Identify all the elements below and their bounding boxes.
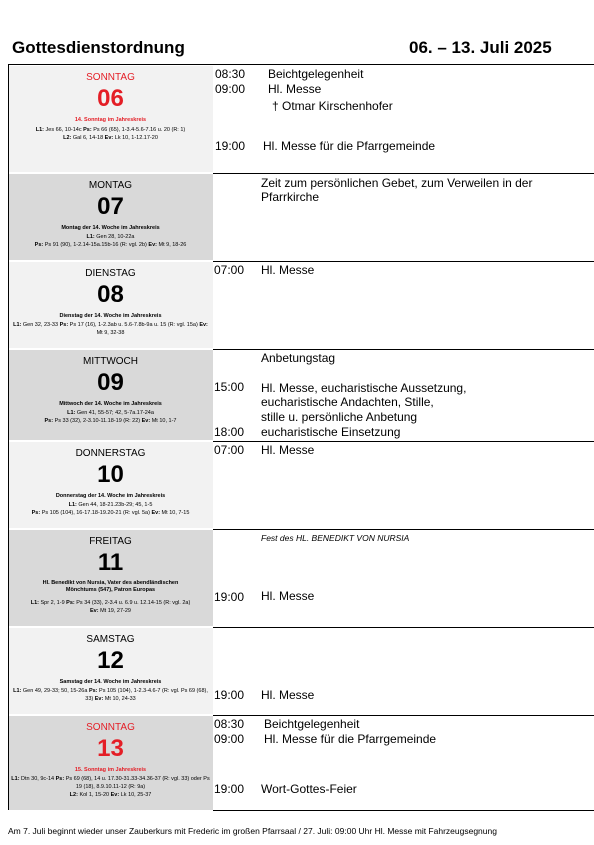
event-text: Hl. Messe für die Pfarrgemeinde xyxy=(263,139,436,153)
weekday-label: MITTWOCH xyxy=(83,356,138,367)
event-text: Anbetungstag xyxy=(261,351,336,365)
row-divider xyxy=(213,261,594,262)
weekday-label: SAMSTAG xyxy=(86,634,135,645)
event-time: 19:00 xyxy=(214,590,245,604)
row-divider xyxy=(213,173,594,174)
weekday-label: MONTAG xyxy=(88,180,133,191)
readings xyxy=(10,126,211,142)
liturgical-day: Montag der 14. Woche im Jahreskreis xyxy=(61,225,160,231)
header-divider xyxy=(8,64,594,65)
left-border xyxy=(8,64,9,810)
row-divider xyxy=(213,627,594,628)
readings xyxy=(10,775,211,799)
liturgical-day: Hl. Benedikt von Nursia, Vater des abendländischen Mönchtums (547), Patron Europas xyxy=(42,580,179,593)
day-block-sat12 xyxy=(8,628,213,714)
event-text: eucharistische Andachten, Stille, xyxy=(261,395,434,409)
day-block-tue08 xyxy=(8,262,213,348)
event-text: Hl. Messe, eucharistische Aussetzung, xyxy=(261,381,467,395)
row-divider xyxy=(213,349,594,350)
event-time: 09:00 xyxy=(215,82,246,96)
readings xyxy=(10,233,211,249)
reading-line: L1: Spr 2, 1-9 Ps: Ps 34 (33), 2-3.4 u. 6.9 u. 12.14-15 (R: vgl. 2a) xyxy=(30,600,191,606)
event-text: Hl. Messe für die Pfarrgemeinde xyxy=(264,732,437,746)
date-range: 06. – 13. Juli 2025 xyxy=(409,38,552,57)
liturgical-day: Donnerstag der 14. Woche im Jahreskreis xyxy=(55,493,166,499)
reading-line: Ps: Ps 105 (104), 16-17.18-19.20-21 (R: vgl. 5a) Ev: Mt 10, 7-15 xyxy=(31,510,190,516)
reading-line: Ps: Ps 91 (90), 1-2.14-15a.15b-16 (R: vgl. 2b) Ev: Mt 9, 18-26 xyxy=(34,242,187,248)
day-number: 10 xyxy=(97,461,124,488)
event-text: Hl. Messe xyxy=(268,82,322,96)
day-block-sun06 xyxy=(8,66,213,172)
event-time: 18:00 xyxy=(214,425,245,439)
day-number: 12 xyxy=(97,647,124,674)
day-number: 06 xyxy=(97,85,124,112)
feast-note: Fest des HL. BENEDIKT VON NURSIA xyxy=(261,533,410,543)
reading-line: L1: Gen 44, 18-21.23b-29; 45, 1-5 xyxy=(68,502,153,508)
readings xyxy=(10,321,211,337)
day-number: 13 xyxy=(97,735,124,762)
weekday-label: FREITAG xyxy=(89,536,132,547)
liturgical-day: 15. Sonntag im Jahreskreis xyxy=(74,767,147,773)
liturgical-day: Samstag der 14. Woche im Jahreskreis xyxy=(59,679,162,685)
day-block-sun13 xyxy=(8,716,213,810)
event-time: 09:00 xyxy=(214,732,245,746)
reading-line: L2: Gal 6, 14-18 Ev: Lk 10, 1-12.17-20 xyxy=(63,135,158,141)
readings xyxy=(10,599,211,615)
event-text: Beichtgelegenheit xyxy=(268,67,364,81)
reading-line: Ev: Mt 19, 27-29 xyxy=(90,608,131,614)
event-text: Hl. Messe xyxy=(261,443,315,457)
event-text: Wort-Gottes-Feier xyxy=(261,782,357,796)
event-time: 07:00 xyxy=(214,443,245,457)
event-time: 08:30 xyxy=(215,67,246,81)
reading-line: L1: Gen 28, 10-22a xyxy=(86,234,135,240)
day-block-thu10 xyxy=(8,442,213,528)
readings xyxy=(10,501,211,517)
event-time: 19:00 xyxy=(215,139,246,153)
day-number: 08 xyxy=(97,281,124,308)
event-text: Pfarrkirche xyxy=(261,190,320,204)
reading-line: L1: Gen 32, 23-33 Ps: Ps 17 (16), 1-2.3ab u. 5.6-7.8b-9a u. 15 (R: vgl. 15a) Ev: Mt 9, 32-38 xyxy=(13,322,208,336)
event-text: † Otmar Kirschenhofer xyxy=(272,99,393,113)
event-text: Hl. Messe xyxy=(261,688,315,702)
event-text: Beichtgelegenheit xyxy=(264,717,360,731)
reading-line: L2: Kol 1, 15-20 Ev: Lk 10, 25-37 xyxy=(69,792,152,798)
day-number: 11 xyxy=(97,549,124,576)
readings xyxy=(10,409,211,425)
event-text: Zeit zum persönlichen Gebet, zum Verweilen in der xyxy=(261,176,533,190)
day-block-wed09 xyxy=(8,350,213,440)
reading-line: L1: Jes 66, 10-14c Ps: Ps 66 (65), 1-3.4-5.6-7.16 u. 20 (R: 1) xyxy=(35,127,186,133)
row-divider xyxy=(213,529,594,530)
reading-line: L1: Gen 49, 29-33; 50, 15-26a Ps: Ps 105 (104), 1-2.3-4.6-7 (R: vgl. Ps 69 (68), 33) Ev: Mt 10, 24-33 xyxy=(13,688,208,702)
reading-line: L1: Dtn 30, 9c-14 Ps: Ps 69 (68), 14 u. 17.30-31.33-34.36-37 (R: vgl. 33) oder Ps 19 (18), 8.9.10.11-12 (R: 9a) xyxy=(11,776,210,790)
event-time: 19:00 xyxy=(214,688,245,702)
liturgical-day: Dienstag der 14. Woche im Jahreskreis xyxy=(59,313,162,319)
event-time: 15:00 xyxy=(214,380,245,394)
day-block-mon07 xyxy=(8,174,213,260)
day-block-fri11 xyxy=(8,530,213,626)
liturgical-day: 14. Sonntag im Jahreskreis xyxy=(74,117,147,123)
footer-note: Am 7. Juli beginnt wieder unser Zauberkurs mit Frederic im großen Pfarrsaal / 27. Juli: 09:00 Uhr Hl. Messe mit Fahrzeugsegnung xyxy=(8,826,497,836)
weekday-label: DONNERSTAG xyxy=(75,448,146,459)
page-title: Gottesdienstordnung xyxy=(12,38,185,57)
event-text: eucharistische Einsetzung xyxy=(261,425,401,439)
row-divider xyxy=(213,810,594,811)
event-time: 08:30 xyxy=(214,717,245,731)
weekday-label: DIENSTAG xyxy=(85,268,136,279)
reading-line: L1: Gen 41, 55-57; 42, 5-7a.17-24a xyxy=(67,410,154,416)
weekday-label: SONNTAG xyxy=(86,722,135,733)
reading-line: Ps: Ps 33 (32), 2-3.10-11.18-19 (R: 22) Ev: Mt 10, 1-7 xyxy=(44,418,177,424)
readings xyxy=(10,687,211,703)
row-divider xyxy=(213,715,594,716)
day-number: 09 xyxy=(97,369,124,396)
event-time: 07:00 xyxy=(214,263,245,277)
liturgical-day: Mittwoch der 14. Woche im Jahreskreis xyxy=(59,401,162,407)
event-text: Hl. Messe xyxy=(261,263,315,277)
weekday-label: SONNTAG xyxy=(86,72,135,83)
event-text: Hl. Messe xyxy=(261,589,315,603)
event-text: stille u. persönliche Anbetung xyxy=(261,410,418,424)
row-divider xyxy=(213,441,594,442)
day-number: 07 xyxy=(97,193,124,220)
event-time: 19:00 xyxy=(214,782,245,796)
